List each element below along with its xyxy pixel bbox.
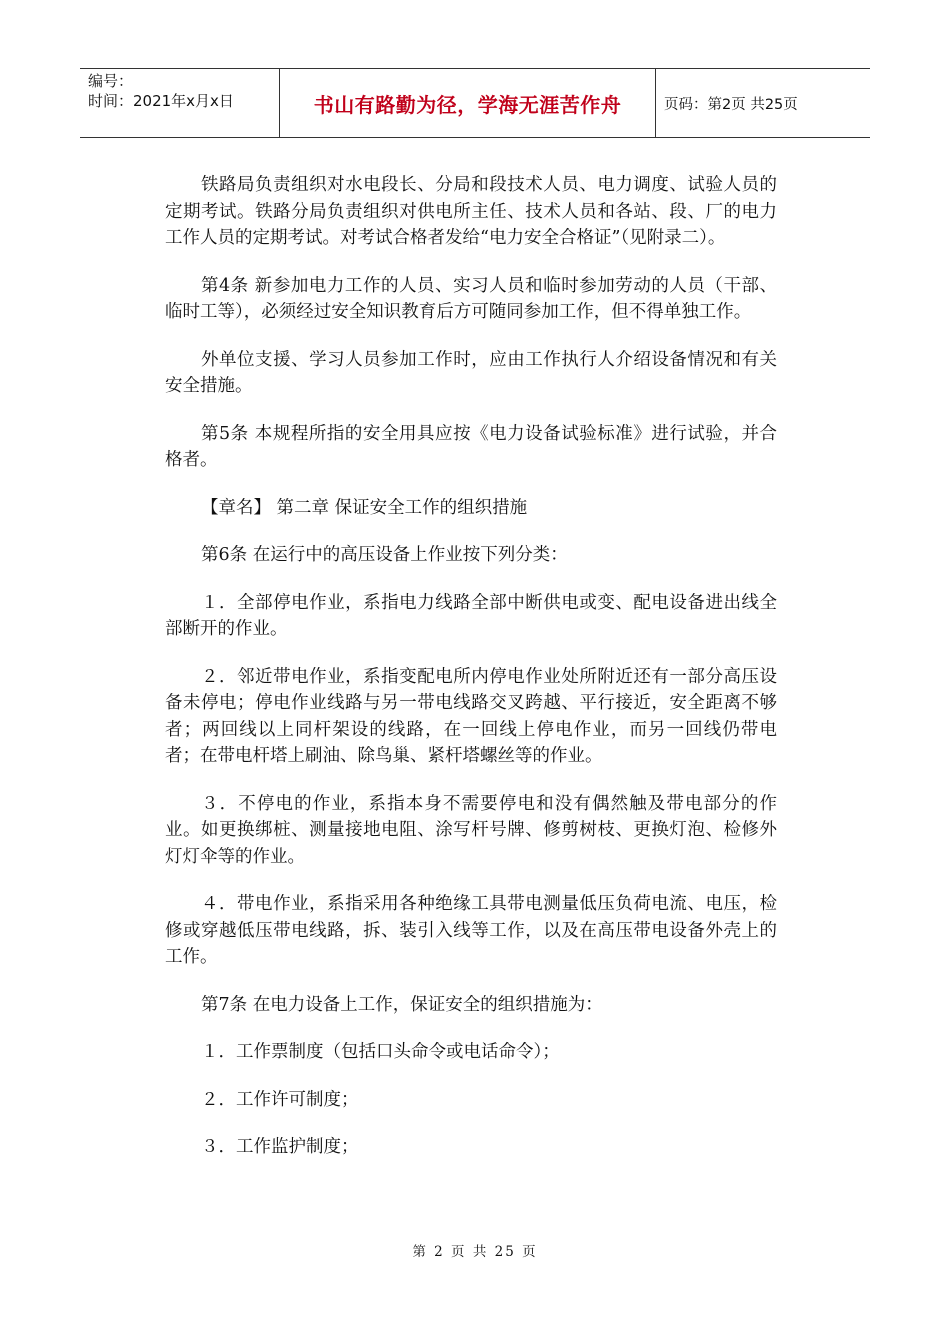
list-item: ２．邻近带电作业，系指变配电所内停电作业处所附近还有一部分高压设备未停电；停电作业线路与另一带电线路交叉跨越、平行接近，安全距离不够者；两回线以上同杆架设的线路，在一回线上停电作业，而另一回线仍带电者；在带电杆塔上刷油、除鸟巢、紧杆塔螺丝等的作业。 bbox=[165, 666, 777, 766]
header-page-number: 页码：第2页 共25页 bbox=[664, 96, 798, 113]
paragraph: 第4条 新参加电力工作的人员、实习人员和临时参加劳动的人员（干部、临时工等），必须经过安全知识教育后方可随同参加工作，但不得单独工作。 bbox=[165, 275, 777, 322]
motto-text: 书山有路勤为径，学海无涯苦作舟 bbox=[313, 92, 622, 117]
paragraph: 第5条 本规程所指的安全用具应按《电力设备试验标准》进行试验，并合格者。 bbox=[165, 423, 777, 470]
paragraph: 第6条 在运行中的高压设备上作业按下列分类： bbox=[201, 545, 568, 565]
header-page-cell bbox=[656, 69, 870, 137]
chapter-heading: 【章名】 第二章 保证安全工作的组织措施 bbox=[201, 497, 528, 518]
list-item: ３．不停电的作业，系指本身不需要停电和没有偶然触及带电部分的作业。如更换绑桩、测量接地电阻、涂写杆号牌、修剪树枝、更换灯泡、检修外灯灯伞等的作业。 bbox=[165, 793, 777, 867]
list-item: １．工作票制度（包括口头命令或电话命令）； bbox=[201, 1042, 560, 1062]
list-item: １．全部停电作业，系指电力线路全部中断供电或变、配电设备进出线全部断开的作业。 bbox=[165, 592, 777, 639]
list-item: ２．工作许可制度； bbox=[201, 1089, 359, 1110]
header-motto-cell bbox=[280, 69, 656, 137]
list-item: ３．工作监护制度； bbox=[201, 1137, 359, 1157]
page-header bbox=[80, 68, 870, 138]
document-date: 时间：2021年x月x日 bbox=[88, 92, 234, 110]
list-item: ４．带电作业，系指采用各种绝缘工具带电测量低压负荷电流、电压，检修或穿越低压带电线路，拆、装引入线等工作，以及在高压带电设备外壳上的工作。 bbox=[165, 894, 777, 967]
paragraph: 铁路局负责组织对水电段长、分局和段技术人员、电力调度、试验人员的定期考试。铁路分局负责组织对供电所主任、技术人员和各站、段、厂的电力工作人员的定期考试。对考试合格者发给“电力安全合格证”（见附录二）。 bbox=[165, 175, 777, 248]
paragraph: 外单位支援、学习人员参加工作时，应由工作执行人介绍设备情况和有关安全措施。 bbox=[165, 349, 777, 396]
document-number: 编号： bbox=[88, 72, 134, 90]
page-footer: 第 2 页 共 25 页 bbox=[412, 1244, 538, 1260]
paragraph: 第7条 在电力设备上工作，保证安全的组织措施为： bbox=[201, 994, 603, 1015]
header-meta bbox=[80, 69, 280, 137]
document-body bbox=[165, 172, 777, 1182]
